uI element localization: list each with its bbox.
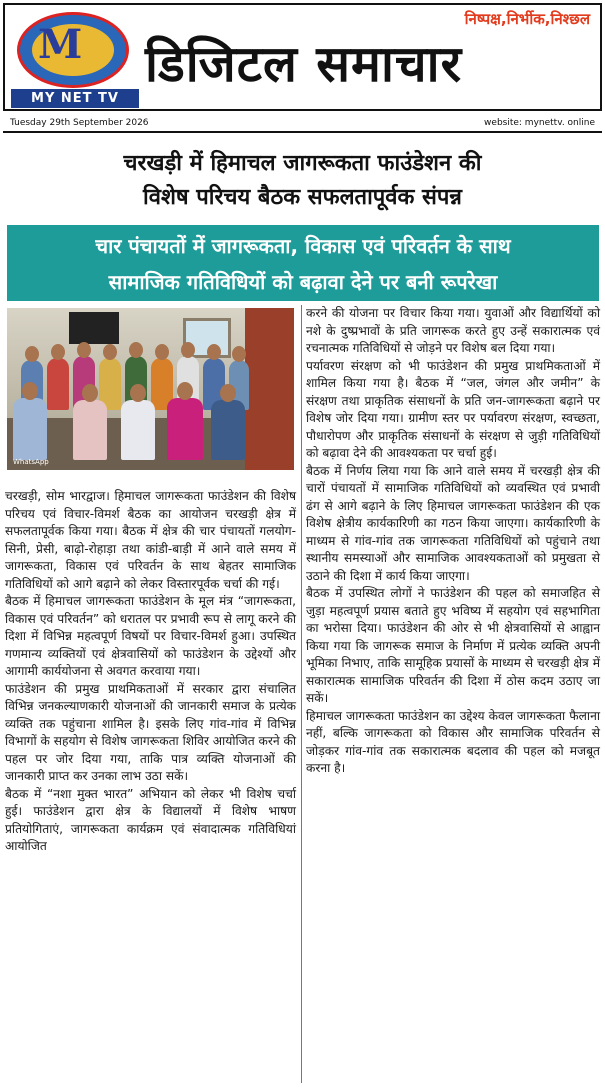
article-body-left — [5, 488, 296, 856]
body-paragraph: बैठक में “नशा मुक्त भारत” अभियान को लेकर भी विशेष चर्चा हुई। फाउंडेशन द्वारा क्षेत्र के विद्यालयों में विशेष भाषण प्रतियोगिताएं, जागरूकता कार्यक्रम एवं संवादात्मक गतिविधियां आयोजित — [5, 786, 296, 853]
masthead-tagline: निष्पक्ष,निर्भीक,निश्छल — [464, 10, 590, 28]
dateline — [0, 113, 605, 133]
article-body-right — [306, 305, 600, 778]
issue-date: Tuesday 29th September 2026 — [10, 118, 149, 128]
headline-line-2: विशेष परिचय बैठक सफलतापूर्वक संपन्न — [143, 185, 462, 210]
logo-text: MY NET TV — [11, 89, 139, 108]
body-paragraph: पर्यावरण संरक्षण को भी फाउंडेशन की प्रमुख प्राथमिकताओं में शामिल किया गया है। बैठक में “जल, जंगल और जमीन” के संरक्षण तथा प्राकृतिक संसाधनों के प्रति जन-जागरूकता बढ़ाने पर विशेष जोर दिया गया। ग्रामीण स्तर पर पर्यावरण संरक्षण, स्वच्छता, पौधारोपण और प्राकृतिक संसाधनों के संरक्षण से जुड़ी गतिविधियों को बढ़ावा देने की आवश्यकता पर चर्चा हुई। — [306, 358, 600, 460]
article-headline — [0, 147, 605, 215]
body-paragraph: चरखड़ी, सोम भारद्वाज। हिमाचल जागरूकता फाउंडेशन की विशेष परिचय एवं विचार-विमर्श बैठक का आयोजन चरखड़ी क्षेत्र में सफलतापूर्वक किया गया। बैठक में क्षेत्र की चार पंचायतों गलयोग-सिनी, प्रेसी, बाढ़ो-रोहाड़ा तथा कांडी-बाड़ी में आने वाले समय में जागरूकता, विकास एवं परिवर्तन के साथ बेहतर सामाजिक गतिविधियों को आगे बढ़ाने को लेकर विस्तारपूर्वक चर्चा की गई। — [5, 489, 296, 591]
body-paragraph: हिमाचल जागरूकता फाउंडेशन का उद्देश्य केवल जागरूकता फैलाना नहीं, बल्कि जागरूकता को विकास और सामाजिक परिवर्तन से जोड़कर गांव-गांव तक सकारात्मक बदलाव की पहल को मजबूत करना है। — [306, 708, 600, 775]
body-paragraph: बैठक में हिमाचल जागरूकता फाउंडेशन के मूल मंत्र “जागरूकता, विकास एवं परिवर्तन” को धरातल पर प्रभावी रूप से लागू करने की दिशा में विभिन्न महत्वपूर्ण विषयों पर विचार-विमर्श हुआ। उपस्थित गणमान्य व्यक्तियों एवं क्षेत्रवासियों को फाउंडेशन के उद्देश्यों और आगामी कार्ययोजना से अवगत करवाया गया। — [5, 594, 296, 678]
masthead-title: डिजिटल समाचार — [145, 35, 463, 93]
photo-watermark: WhatsApp — [13, 458, 49, 466]
body-paragraph: बैठक में उपस्थित लोगों ने फाउंडेशन की पहल को समाजहित से जुड़ा महत्वपूर्ण प्रयास बताते हुए भविष्य में सहयोग एवं सहभागिता का भरोसा दिया। फाउंडेशन की ओर से भी क्षेत्रवासियों से आह्वान किया गया कि जागरूक समाज के निर्माण में प्रत्येक व्यक्ति अपनी भूमिका निभाए, ताकि सामूहिक प्रयासों के माध्यम से चरखड़ी क्षेत्र में सकारात्मक सामाजिक परिवर्तन की दिशा में ठोस कदम उठाए जा सकें। — [306, 586, 600, 705]
column-divider — [301, 305, 302, 1083]
article-subheadline — [7, 225, 599, 301]
body-paragraph: फाउंडेशन की प्रमुख प्राथमिकताओं में सरकार द्वारा संचालित विभिन्न जनकल्याणकारी योजनाओं की जानकारी समाज के प्रत्येक व्यक्ति तक पहुंचाना शामिल है। इसके लिए गांव-गांव में विभिन्न विभागों के सहयोग से विशेष जागरूकता शिविर आयोजित करने की पहल पर जोर दिया गया, ताकि पात्र व्यक्ति योजनाओं की जानकारी प्राप्त कर उनका लाभ उठा सकें। — [5, 681, 297, 783]
meeting-group-photo — [7, 308, 294, 470]
website-link[interactable]: website: mynettv. online — [484, 118, 595, 128]
body-paragraph: बैठक में निर्णय लिया गया कि आने वाले समय में चरखड़ी क्षेत्र की चारों पंचायतों में सामाजिक गतिविधियों को व्यवस्थित एवं प्रभावी ढंग से आगे बढ़ाने के लिए हिमाचल जागरूकता फाउंडेशन की एक विशेष क्षेत्रीय कार्यकारिणी का गठन किया जाएगा। कार्यकारिणी के माध्यम से गांव-गांव तक जागरूकता गतिविधियों को पहुंचाने तथा स्थानीय समस्याओं और सामाजिक आवश्यकताओं को प्रमुखता से उठाने की दिशा में कार्य किया जाएगा। — [306, 463, 600, 583]
subhead-line-2: सामाजिक गतिविधियों को बढ़ावा देने पर बनी रूपरेखा — [108, 270, 498, 294]
dateline-rule — [3, 131, 602, 133]
tv-screen-icon — [69, 312, 119, 344]
subhead-line-1: चार पंचायतों में जागरूकता, विकास एवं परिवर्तन के साथ — [95, 234, 511, 258]
logo-emblem: M — [17, 12, 129, 88]
headline-line-1: चरखड़ी में हिमाचल जागरूकता फाउंडेशन की — [123, 151, 482, 176]
channel-logo — [11, 10, 139, 108]
body-paragraph: करने की योजना पर विचार किया गया। युवाओं और विद्यार्थियों को नशे के दुष्प्रभावों के प्रति जागरूक करते हुए उन्हें सकारात्मक एवं रचनात्मक गतिविधियों से जोड़ने पर विशेष बल दिया गया। — [306, 306, 600, 355]
masthead — [3, 3, 602, 111]
